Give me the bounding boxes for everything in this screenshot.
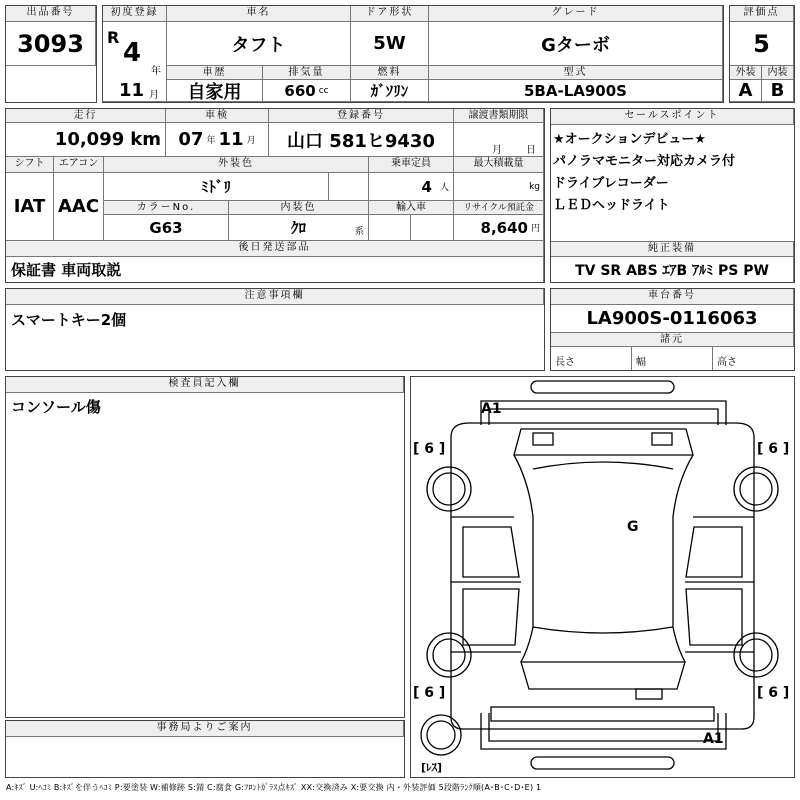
main-info-box [102, 5, 724, 103]
details-box [5, 108, 545, 283]
month-unit: 月 [149, 90, 159, 101]
roof-mark: G [627, 519, 639, 535]
history-header: 車歴 [167, 66, 263, 80]
tire-front-left-score: [ 6 ] [413, 441, 446, 457]
transfer-cell [454, 123, 544, 157]
score-box [729, 5, 795, 103]
spec-width: 幅 [632, 347, 713, 370]
aircon-value: AAC [54, 173, 104, 241]
aircon-header: エアコン [54, 157, 104, 173]
import-cell [369, 215, 411, 241]
tire-rear-left-score: [ 6 ] [413, 685, 446, 701]
import-header: 輸入車 [369, 201, 454, 215]
sales-point: ＬＥＤヘッドライト [553, 198, 670, 213]
max-load-unit: kg [529, 181, 540, 192]
caution-box [5, 288, 545, 371]
car-diagram [410, 376, 795, 778]
int-color-value: ｸﾛ [290, 219, 306, 237]
grade-header: グレード [429, 6, 723, 22]
recycle-header: リサイクル預託金 [454, 201, 544, 215]
inspection-cell [166, 123, 269, 157]
sales-point: ドライブレコーダー [553, 176, 669, 191]
capacity-unit: 人 [439, 183, 449, 193]
int-color-unit: 系 [354, 227, 364, 237]
door-type: 5W [351, 22, 429, 66]
sales-points-header: セールスポイント [551, 109, 794, 125]
displacement-value: 660 [284, 81, 316, 100]
capacity-header: 乗車定員 [369, 157, 454, 173]
fuel-value: ｶﾞｿﾘﾝ [351, 80, 429, 102]
era: R [107, 28, 120, 47]
caution-header: 注意事項欄 [6, 289, 544, 305]
equipment-value: TV SR ABS ｴｱB ｱﾙﾐ PS PW [551, 257, 794, 282]
car-diagram-svg [411, 377, 794, 777]
ext-color-header: 外装色 [104, 157, 369, 173]
import-cell-2 [411, 215, 454, 241]
first-reg-year: 4 [123, 38, 142, 68]
displacement-cell [263, 80, 351, 102]
first-reg-cell [103, 22, 167, 102]
max-load-cell [454, 173, 544, 201]
chassis-value: LA900S-0116063 [551, 305, 794, 333]
caution-value: スマートキー2個 [11, 311, 127, 329]
inspector-note: コンソール傷 [11, 398, 101, 416]
inspector-header: 検査員記入欄 [6, 377, 404, 393]
tire-front-right-score: [ 6 ] [757, 441, 790, 457]
mileage-unit: km [130, 129, 161, 150]
sales-box [550, 108, 795, 283]
specs-header: 諸元 [551, 333, 794, 347]
inspector-box [5, 376, 405, 718]
color-no-header: カラーNo. [104, 201, 229, 215]
lot-number: 3093 [6, 22, 96, 66]
sales-points-list [553, 129, 793, 217]
shift-value: IAT [6, 173, 54, 241]
score-header: 評価点 [730, 6, 794, 22]
office-header: 事務局よりご案内 [6, 721, 404, 737]
mileage-cell [6, 123, 166, 157]
spec-length: 長さ [551, 347, 632, 370]
damage-code-legend: A:ｷｽﾞ U:ﾍｺﾐ B:ｷｽﾞを伴うﾍｺﾐ P:要塗装 W:補修跡 S:錆 C:腐食 G:ﾌﾛﾝﾄｶﾞﾗｽ点ｷｽﾞ XX:交換済み X:要交換 内・外装評価 5段階ﾗﾝｸ順(A･B･C･D･E) 1 [6, 783, 542, 792]
rear-bumper-mark: A1 [703, 731, 724, 747]
ext-color-value: ﾐﾄﾞﾘ [104, 173, 329, 201]
model-value: 5BA-LA900S [429, 80, 723, 102]
shift-header: シフト [6, 157, 54, 173]
later-parts-header: 後日発送部品 [6, 241, 544, 257]
displacement-unit: cc [318, 85, 329, 96]
plate-header: 登録番号 [269, 109, 454, 123]
fuel-header: 燃料 [351, 66, 429, 80]
spec-height: 高さ [717, 357, 737, 368]
first-reg-header: 初度登録 [103, 6, 167, 22]
score-value: 5 [730, 22, 794, 66]
max-load-header: 最大積載量 [454, 157, 544, 173]
office-box [5, 720, 405, 778]
int-score-header: 内装 [762, 66, 794, 80]
history-value: 自家用 [167, 80, 263, 102]
sales-point: パノラマモニター対応カメラ付 [553, 154, 736, 169]
equipment-header: 純正装備 [551, 241, 794, 257]
lot-header: 出品番号 [6, 6, 96, 22]
inspection-header: 車検 [166, 109, 269, 123]
grade-value: Gターボ [429, 22, 723, 66]
int-color-cell [229, 215, 369, 241]
tire-rear-right-score: [ 6 ] [757, 685, 790, 701]
color-no-value: G63 [104, 215, 229, 241]
lot-box [5, 5, 97, 103]
inspection-year: 07 [178, 129, 204, 150]
capacity-cell [369, 173, 454, 201]
displacement-header: 排気量 [263, 66, 351, 80]
chassis-box [550, 288, 795, 371]
inspection-month-unit: 月 [246, 136, 256, 146]
ext-score-header: 外装 [730, 66, 762, 80]
first-reg-month: 11 [119, 80, 145, 101]
spare-tire-label: [ﾚｽ] [421, 761, 443, 774]
car-name: タフト [167, 22, 351, 66]
transfer-day-unit: 日 [526, 145, 536, 156]
transfer-month-unit: 月 [492, 145, 502, 156]
recycle-value: 8,640 [480, 218, 528, 237]
ext-color-extra [329, 173, 369, 201]
inspection-month: 11 [218, 129, 244, 150]
recycle-unit: 円 [530, 224, 540, 234]
recycle-cell [454, 215, 544, 241]
int-color-header: 内装色 [229, 201, 369, 215]
mileage-header: 走行 [6, 109, 166, 123]
capacity-value: 4 [421, 177, 432, 196]
plate-value: 山口 581ヒ9430 [269, 123, 454, 157]
car-name-header: 車名 [167, 6, 351, 22]
inspection-year-unit: 年 [206, 136, 216, 146]
transfer-header: 譲渡書類期限 [454, 109, 544, 123]
model-header: 型式 [429, 66, 723, 80]
chassis-header: 車台番号 [551, 289, 794, 305]
mileage-value: 10,099 [54, 129, 125, 150]
sales-point: ★オークションデビュー★ [553, 132, 707, 147]
int-score: B [762, 80, 794, 102]
front-bumper-mark: A1 [481, 401, 502, 417]
year-unit: 年 [151, 66, 161, 77]
door-header: ドア形状 [351, 6, 429, 22]
ext-score: A [730, 80, 762, 102]
later-parts-value: 保証書 車両取説 [6, 257, 544, 282]
